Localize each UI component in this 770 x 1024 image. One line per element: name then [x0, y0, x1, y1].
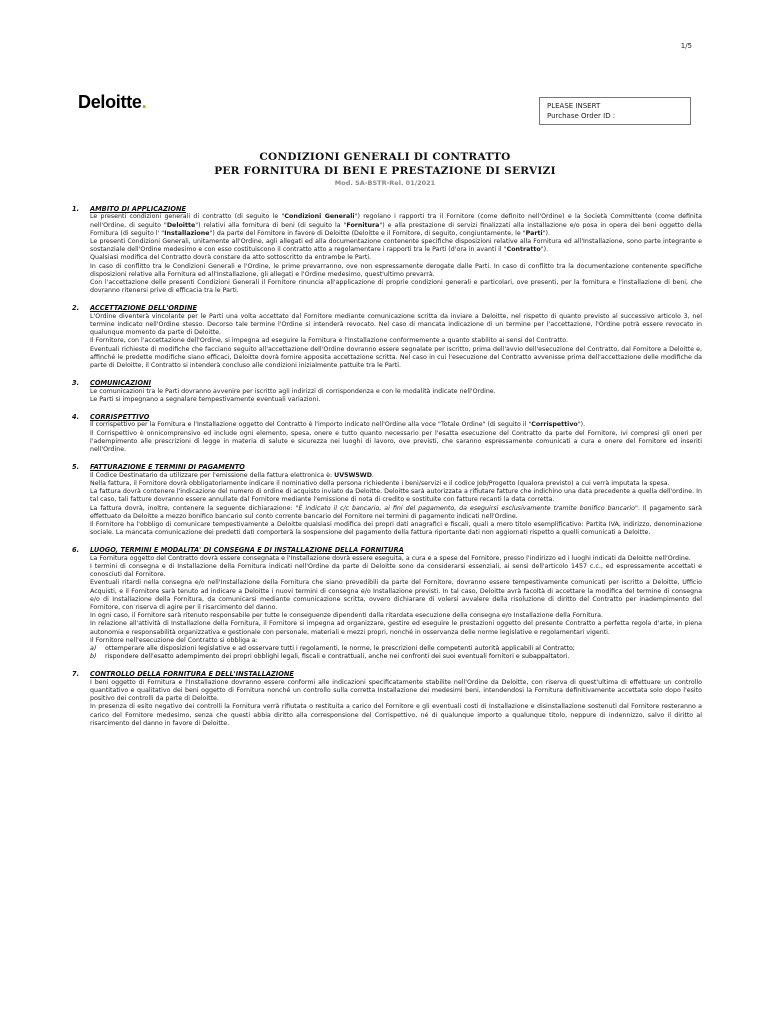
section-number: 6.	[72, 546, 80, 555]
paragraph: Nella fattura, il Fornitore dovrà obbligatoriamente indicare il nominativo della persona richiedente i beni/servizi e il codice Job/Progetto (qualora previsto) a cui verrà imputata la spesa.	[90, 479, 670, 487]
po-box-line2: Purchase Order ID :	[547, 112, 616, 120]
section-body	[90, 670, 702, 728]
section-body	[90, 413, 702, 454]
deloitte-logo	[78, 92, 146, 113]
section-number: 1.	[72, 205, 80, 213]
paragraph: In presenza di esito negativo dei controlli la Fornitura verrà rifiutata o restituita a carico del Fornitore e gli eventuali costi di Installazione e disinstallazione sostenuti dal Fornitore resteranno a carico del Fornitore medesimo, senza che questi abbia diritto alla corresponsione del Corrispettivo, né di qualunque importo a qualunque titolo, neppure di indennizzo, salvo il diritto al risarcimento del danno in favore di Deloitte.	[90, 703, 702, 727]
list-item-label: b)	[90, 653, 97, 661]
document-model-code: Mod. SA-BSTR-Rel. 01/2021	[334, 179, 436, 187]
paragraph: Il Fornitore, con l'accettazione dell'Ordine, si impegna ad eseguire la Fornitura e l'Installazione conformemente a quanto stabilito ai sensi del Contratto.	[90, 337, 569, 345]
paragraph: Il Codice Destinatario da utilizzare per l'emissione della fattura elettronica è: UV5W5WD.	[90, 471, 374, 479]
section-title: ACCETTAZIONE DELL'ORDINE	[90, 304, 198, 313]
paragraph: Le presenti Condizioni Generali, unitamente all'Ordine, agli allegati ed alla documentazione contenente specifiche disposizioni relative alla Fornitura ed all'Installazione, sono parte integrante e sostanziale dell'Ordine medesimo e con esso costituiscono il contratto atto a regolamentare i rapporti tra le Parti (d'ora in avanti il "Contratto").	[90, 238, 702, 254]
section-body	[90, 546, 702, 661]
list-item	[90, 653, 702, 661]
paragraph: La fattura dovrà contenere l'indicazione del numero di ordine di acquisto inviato da Deloitte. Deloitte sarà autorizzata a rifiutare fatture che indichino una data precedente a quella dell'ordine. In tal caso, tali fatture dovranno essere annullate dal Fornitore mediante l'emissione di nota di credito e sostituite con fatture recanti la data corretta.	[90, 488, 702, 504]
paragraph: Il Fornitore ha l'obbligo di comunicare tempestivamente a Deloitte qualsiasi modifica dei propri dati anagrafici e fiscali, quali a mero titolo esemplificativo: Partita IVA, indirizzo, denominazione sociale. La mancata comunicazione dei predetti dati comporterà la sospensione del pagamento della fattura riportante dati non aggiornati rispetto a quelli comunicati a Deloitte.	[90, 520, 702, 537]
logo-text: Deloitte	[78, 92, 142, 112]
section-4	[72, 413, 702, 454]
purchase-order-box	[539, 97, 691, 125]
paragraph: Le Parti si impegnano a segnalare tempestivamente eventuali variazioni.	[90, 395, 321, 403]
paragraph: Con l'accettazione delle presenti Condizioni Generali il Fornitore rinuncia all'applicazione di proprie condizioni generali e particolari, ove presenti, per la fornitura e l'installazione di beni, che dovranno ritenersi prive di efficacia tra le Parti.	[90, 279, 702, 295]
section-title: FATTURAZIONE E TERMINI DI PAGAMENTO	[90, 463, 245, 472]
paragraph: Qualsiasi modifica del Contratto dovrà constare da atto sottoscritto da entrambe le Parti.	[90, 254, 372, 262]
section-6	[72, 546, 702, 661]
list-item-label: a)	[90, 644, 97, 652]
document-title-line2: PER FORNITURA DI BENI E PRESTAZIONE DI SERVIZI	[214, 165, 556, 177]
document-title-line1: CONDIZIONI GENERALI DI CONTRATTO	[259, 151, 511, 163]
section-number: 4.	[72, 413, 80, 422]
paragraph: Il corrispettivo per la Fornitura e l'Installazione oggetto del Contratto è l'importo indicato nell'Ordine alla voce "Totale Ordine" (di seguito il "Corrispettivo").	[90, 421, 586, 429]
section-title: CORRISPETTIVO	[90, 413, 150, 422]
section-body	[90, 379, 702, 404]
document-body	[72, 205, 702, 737]
list-item-text: ottemperare alle disposizioni legislative e ad osservare tutti i regolamenti, le norme, le prescrizioni delle competenti autorità applicabili al Contratto;	[105, 644, 575, 652]
paragraph: In ogni caso, il Fornitore sarà ritenuto responsabile per tutte le conseguenze dipendenti dalla ritardata esecuzione della consegna e/o Installazione della Fornitura.	[90, 612, 603, 620]
section-body	[90, 304, 702, 370]
section-number: 5.	[72, 463, 80, 472]
section-1	[72, 205, 702, 295]
section-3	[72, 379, 702, 404]
section-title: AMBITO DI APPLICAZIONE	[90, 205, 186, 213]
paragraph: Eventuali richieste di modifiche che facciano seguito all'accettazione dell'Ordine dovranno essere segnalate per iscritto, prima dell'avvio dell'esecuzione del Contratto, dal Fornitore a Deloitte e, affinché le predette modifiche siano efficaci, Deloitte dovrà fornire apposita accettazione scritta. Nel caso in cui l'esecuzione del Contratto avvenisse prima dell'accettazione delle modifiche da parte di Deloitte, il Contratto si intenderà concluso alle condizioni inizialmente pattuite tra le Parti.	[90, 345, 702, 370]
paragraph: Il Fornitore nell'esecuzione del Contratto si obbliga a:	[90, 636, 258, 644]
section-number: 7.	[72, 670, 80, 679]
page-number: 1/5	[680, 42, 692, 50]
paragraph: I beni oggetto di Fornitura e l'Installazione dovranno essere conformi alle indicazioni specificatamente stabilite nell'Ordine da Deloitte, con riserva di quest'ultima di effettuare un controllo quantitativo e qualitativo dei beni oggetto di Fornitura nonché un controllo sulla corretta Installazione dei medesimi beni, intendendosi la Fornitura definitivamente accettata solo dopo l'esito positivo dei controlli da parte di Deloitte.	[90, 678, 702, 703]
section-number: 2.	[72, 304, 80, 313]
po-box-line1: PLEASE INSERT	[547, 102, 601, 110]
logo-dot: .	[141, 92, 147, 112]
section-5	[72, 463, 702, 537]
paragraph: I termini di consegna e di Installazione della Fornitura indicati nell'Ordine da parte di Deloitte sono da considerarsi essenziali, ai sensi dell'articolo 1457 c.c., ed espressamente accettati e conosciuti dal Fornitore.	[90, 562, 702, 579]
paragraph: Le presenti condizioni generali di contratto (di seguito le "Condizioni Generali") regolano i rapporti tra il Fornitore (come definito nell'Ordine) e la Società Committente (come definita nell'Ordine, di seguito "Deloitte") relativi alla fornitura di beni (di seguito la "Fornitura") e alla prestazione di servizi finalizzati alla installazione e/o posa in opera dei beni oggetto della Fornitura (di seguito l' "Installazione") da parte del Fornitore in favore di Deloitte (Deloitte e il Fornitore, di seguito, congiuntamente, le "Parti").	[90, 213, 702, 237]
paragraph: Eventuali ritardi nella consegna e/o nell'Installazione della Fornitura che siano prevedibili da parte del Fornitore, dovranno essere tempestivamente comunicati per iscritto a Deloitte, Ufficio Acquisti, e il Fornitore sarà tenuto ad indicare a Deloitte i nuovi termini di consegna e/o Installazione previsti. In tal caso, Deloitte avrà facoltà di accettare la modifica del termine di consegna e/o di Installazione della Fornitura, da comunicarsi mediante comunicazione scritta, ovvero dichiarare di volersi avvalere della risoluzione di diritto del Contratto per inadempimento del Fornitore, con riserva di agire per il risarcimento del danno.	[90, 579, 702, 611]
paragraph: Le comunicazioni tra le Parti dovranno avvenire per iscritto agli indirizzi di corrispondenza e con le modalità indicate nell'Ordine.	[90, 387, 496, 395]
section-2	[72, 304, 702, 370]
section-title: LUOGO, TERMINI E MODALITA' DI CONSEGNA E DI INSTALLAZIONE DELLA FORNITURA	[90, 546, 404, 555]
section-body	[90, 463, 702, 537]
section-body	[90, 205, 702, 295]
section-7	[72, 670, 702, 728]
section-number: 3.	[72, 379, 80, 388]
paragraph: Il Corrispettivo è onnicomprensivo ed include ogni elemento, spesa, onere e tutto quanto necessario per l'esatta esecuzione del Contratto da parte del Fornitore, ivi compresi gli oneri per l'adempimento alle prescrizioni di legge in materia di salute e sicurezza nei luoghi di lavoro, ove previsti, che saranno espressamente comunicati a cura e onere del Fornitore ed inseriti nell'Ordine.	[90, 429, 702, 454]
paragraph: La Fornitura oggetto del Contratto dovrà essere consegnata e l'Installazione dovrà essere eseguita, a cura e a spese del Fornitore, presso l'indirizzo ed i luoghi indicati da Deloitte nell'Ordine.	[90, 554, 691, 562]
list-item-text: rispondere dell'esatto adempimento dei propri obblighi legali, fiscali e contrattuali, anche nei confronti dei suoi eventuali fornitori e subappaltatori.	[105, 653, 570, 661]
paragraph: L'Ordine diventerà vincolante per le Parti una volta accettato dal Fornitore mediante comunicazione scritta da inviare a Deloitte, nel rispetto di quanto previsto al successivo articolo 3, nel termine indicato nell'Ordine stesso. Decorso tale termine l'Ordine si intenderà revocato. Nel caso di mancata indicazione di un termine per l'accettazione, l'Ordine potrà essere revocato in qualunque momento da parte di Deloitte.	[90, 312, 702, 337]
paragraph: In caso di conflitto tra le Condizioni Generali e l'Ordine, le prime prevarranno, ove non espressamente derogate dalle Parti. In caso di conflitto tra la documentazione contenente specifiche disposizioni relative alla Fornitura ed all'Installazione, gli allegati e l'Ordine medesimo, quest'ultimo prevarrà.	[90, 262, 702, 278]
section-title: CONTROLLO DELLA FORNITURA E DELL'INSTALLAZIONE	[90, 670, 294, 679]
paragraph: La fattura dovrà, inoltre, contenere la seguente dichiarazione: "È indicato il c/c bancario, ai fini del pagamento, da eseguirsi esclusivamente tramite bonifico bancario". Il pagamento sarà effettuato da Deloitte a mezzo bonifico bancario sul conto corrente bancario del Fornitore nei termini di pagamento indicati nell'Ordine.	[90, 504, 702, 520]
list-item	[90, 645, 702, 653]
paragraph: In relazione all'attività di Installazione della Fornitura, il Fornitore si impegna ad organizzare, gestire ed eseguire le prestazioni oggetto del presente Contratto a perfetta regola d'arte, in piena autonomia e responsabilità organizzativa e gestionale con personale, materiali e mezzi propri, nonché in osservanza delle norme legislative e regolamentari vigenti.	[90, 620, 702, 636]
section-title: COMUNICAZIONI	[90, 379, 152, 388]
